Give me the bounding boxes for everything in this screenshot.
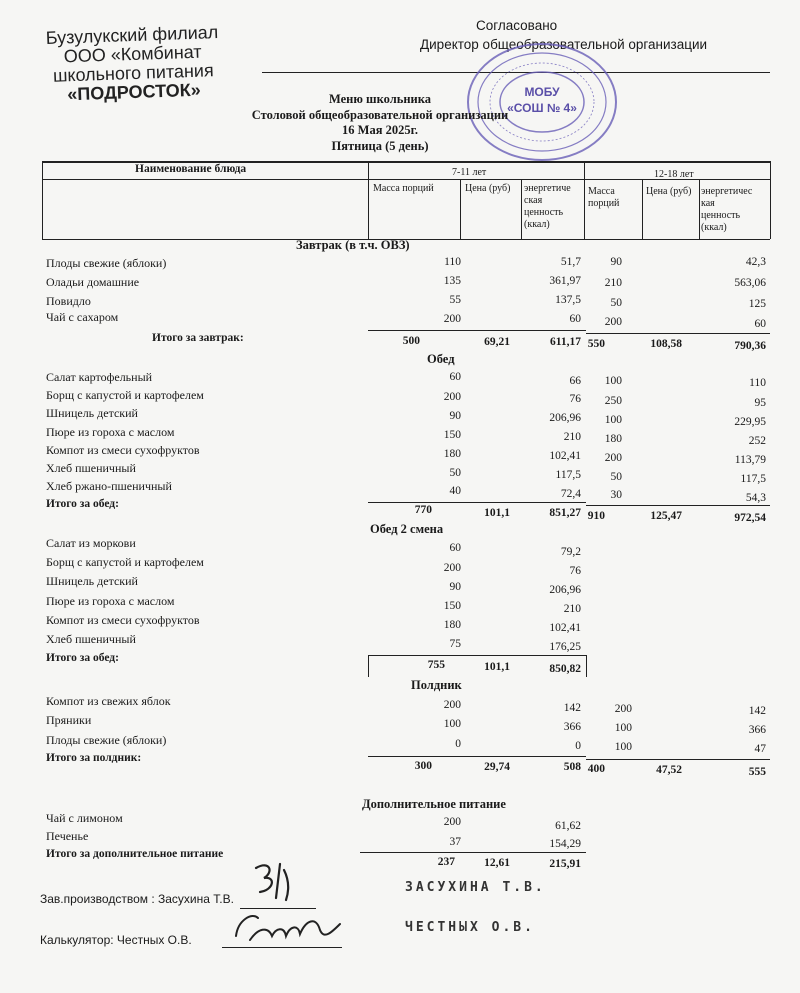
subtotal-line	[368, 330, 586, 331]
dish-name: Компот из свежих яблок	[46, 694, 171, 708]
mass-12-18: 200	[604, 316, 622, 328]
total-price-12-18: 108,58	[650, 338, 682, 350]
total-mass-7-11: 755	[427, 659, 445, 671]
header-col-divider-6	[699, 180, 700, 239]
total-label: Итого за обед:	[46, 652, 119, 664]
mass-12-18: 200	[614, 703, 632, 715]
energy-7-11: 79,2	[560, 546, 581, 558]
dish-name: Хлеб пшеничный	[46, 461, 136, 475]
energy-12-18: 95	[754, 397, 766, 409]
energy-7-11: 210	[563, 603, 581, 615]
dish-name: Компот из смеси сухофруктов	[46, 443, 200, 457]
energy-line: ценность	[524, 207, 564, 218]
energy-7-11: 60	[569, 313, 581, 325]
svg-text:«СОШ № 4»: «СОШ № 4»	[507, 101, 577, 115]
mass-7-11: 180	[443, 448, 461, 460]
title-date: 16 Мая 2025г.	[342, 123, 418, 137]
production-manager-label: Зав.производством : Засухина Т.В.	[40, 892, 234, 906]
total-mass-7-11: 770	[414, 504, 432, 516]
subtotal-line	[368, 756, 586, 757]
subtotal-line	[586, 505, 770, 506]
dish-name: Повидло	[46, 294, 91, 308]
subtotal-box-right	[586, 655, 587, 677]
energy-12-18: 42,3	[745, 256, 766, 268]
total-label: Итого за полдник:	[46, 752, 142, 764]
energy-12-18: 252	[748, 435, 766, 447]
column-group-7-11: 7-11 лет	[452, 167, 487, 178]
total-price-7-11: 29,74	[484, 761, 510, 773]
energy-7-11: 72,4	[560, 488, 581, 500]
mass-7-11: 40	[449, 485, 461, 497]
svg-text:МОБУ: МОБУ	[524, 85, 560, 99]
dish-name: Пюре из гороха с маслом	[46, 594, 175, 608]
mass-7-11: 150	[443, 600, 461, 612]
energy-7-11: 176,25	[549, 641, 581, 653]
handwritten-signature-calculator	[228, 906, 348, 950]
mass-12-18: 210	[604, 277, 622, 289]
subtotal-line	[586, 759, 770, 760]
dish-name: Чай с сахаром	[46, 310, 119, 324]
dish-name: Пюре из гороха с маслом	[46, 425, 175, 439]
subtotal-line	[360, 852, 586, 853]
dish-name: Пряники	[46, 713, 92, 727]
energy-7-11: 210	[563, 431, 581, 443]
mass-7-11: 200	[443, 699, 461, 711]
energy-12-18: 117,5	[740, 473, 766, 485]
subtotal-line	[368, 502, 586, 503]
header-col-divider-2	[460, 180, 461, 239]
energy-7-11: 206,96	[549, 412, 581, 424]
mass-7-11: 90	[449, 581, 461, 593]
section-title-lunch: Обед	[427, 352, 455, 366]
org-line-3: школьного питания	[52, 60, 214, 86]
energy-12-18: 47	[754, 743, 766, 755]
total-energy-7-11: 611,17	[550, 336, 581, 348]
total-price-7-11: 101,1	[484, 507, 510, 519]
energy-7-11: 154,29	[549, 838, 581, 850]
name-stamp-calculator: ЧЕСТНЫХ О.В.	[405, 920, 535, 935]
dish-name: Чай с лимоном	[46, 811, 123, 825]
section-title-extra: Дополнительное питание	[362, 797, 506, 811]
mass-12-18: 250	[604, 395, 622, 407]
energy-12-18: 563,06	[734, 277, 766, 289]
section-title-snack: Полдник	[411, 678, 462, 692]
dish-name: Салат картофельный	[46, 370, 153, 384]
header-col-divider-4	[584, 161, 585, 239]
calculator-label: Калькулятор: Честных О.В.	[40, 933, 192, 947]
column-group-12-18: 12-18 лет	[654, 169, 694, 180]
menu-title	[150, 92, 610, 154]
energy-7-11: 0	[575, 740, 581, 752]
mass-12-18: 30	[610, 489, 622, 501]
total-price-7-11: 12,61	[484, 857, 510, 869]
column-header-mass: Масса порций	[373, 183, 434, 194]
energy-line: энергетиче	[524, 183, 571, 194]
column-header-mass-2	[588, 186, 619, 210]
total-energy-7-11: 215,91	[549, 858, 581, 870]
mass-12-18: 200	[604, 452, 622, 464]
energy2-line: ценность	[701, 210, 741, 221]
mass-7-11: 180	[443, 619, 461, 631]
mass-7-11: 110	[444, 256, 461, 268]
mass-7-11: 55	[449, 294, 461, 306]
energy2-line: (ккал)	[701, 222, 727, 233]
dish-name: Шницель детский	[46, 406, 138, 420]
energy-7-11: 142	[563, 702, 581, 714]
total-mass-7-11: 300	[414, 760, 432, 772]
director-label: Директор общеобразовательной организации	[420, 37, 708, 52]
dish-name: Хлеб пшеничный	[46, 632, 136, 646]
mass-7-11: 135	[443, 275, 461, 287]
total-mass-12-18: 550	[587, 338, 605, 350]
mass-12-18: 50	[610, 297, 622, 309]
mass-12-18: 100	[614, 722, 632, 734]
mass-12-18: 100	[604, 414, 622, 426]
dish-name: Компот из смеси сухофруктов	[46, 613, 200, 627]
total-mass-7-11: 237	[437, 856, 455, 868]
energy-12-18: 366	[748, 724, 766, 736]
energy2-line: кая	[701, 198, 715, 209]
energy-7-11: 117,5	[555, 469, 581, 481]
section-title-lunch-2: Обед 2 смена	[370, 522, 444, 536]
energy-7-11: 51,7	[560, 256, 581, 268]
dish-name: Борщ с капустой и картофелем	[46, 555, 204, 569]
mass-12-18: 100	[604, 375, 622, 387]
energy-12-18: 125	[748, 298, 766, 310]
total-price-12-18: 125,47	[650, 510, 682, 522]
column-header-energy-2	[701, 186, 752, 234]
dish-name: Оладьи домашние	[46, 275, 140, 289]
dish-name: Плоды свежие (яблоки)	[46, 733, 167, 747]
org-line-4: «ПОДРОСТОК»	[66, 79, 201, 105]
mass-12-18: 50	[610, 471, 622, 483]
mass-12-18: 90	[610, 256, 622, 268]
org-line-1: Бузулукский филиал	[45, 22, 219, 49]
energy-7-11: 66	[569, 375, 581, 387]
total-label: Итого за завтрак:	[152, 332, 244, 344]
total-mass-12-18: 400	[587, 763, 605, 775]
title-weekday: Пятница (5 день)	[331, 138, 429, 153]
column-header-dish: Наименование блюда	[135, 163, 247, 175]
mass-7-11: 60	[449, 371, 461, 383]
dish-name: Борщ с капустой и картофелем	[46, 388, 204, 402]
energy-12-18: 60	[754, 318, 766, 330]
dish-name: Печенье	[46, 829, 89, 843]
dish-name: Салат из моркови	[46, 536, 136, 550]
energy-7-11: 76	[569, 393, 581, 405]
section-title-breakfast: Завтрак (в т.ч. ОВЗ)	[296, 238, 410, 252]
subtotal-line	[586, 333, 770, 334]
energy-7-11: 102,41	[549, 622, 581, 634]
mass-7-11: 200	[443, 313, 461, 325]
title-line-2: Столовой общеобразовательной организации	[251, 107, 509, 122]
header-left-border	[42, 161, 43, 239]
energy-7-11: 61,62	[555, 820, 581, 832]
total-label: Итого за обед:	[46, 498, 119, 510]
mass-12-18: 180	[604, 433, 622, 445]
total-price-12-18: 47,52	[656, 764, 682, 776]
mass-12-18: 100	[614, 741, 632, 753]
total-price-7-11: 101,1	[484, 661, 510, 673]
mass-7-11: 150	[443, 429, 461, 441]
total-label: Итого за дополнительное питание	[46, 848, 224, 860]
energy-7-11: 137,5	[555, 294, 581, 306]
energy-line: ская	[524, 195, 543, 206]
mass-7-11: 200	[443, 816, 461, 828]
energy-12-18: 113,79	[734, 454, 766, 466]
mass-7-11: 75	[449, 638, 461, 650]
agreed-label: Согласовано	[476, 18, 558, 33]
mass-7-11: 90	[449, 410, 461, 422]
mass-7-11: 100	[443, 718, 461, 730]
energy-7-11: 76	[569, 565, 581, 577]
total-price-7-11: 69,21	[484, 336, 510, 348]
header-col-divider-3	[521, 180, 522, 239]
dish-name: Хлеб ржано-пшеничный	[46, 479, 172, 493]
header-col-divider-1	[368, 161, 369, 239]
total-mass-7-11: 500	[402, 335, 420, 347]
dish-name: Шницель детский	[46, 574, 138, 588]
column-header-energy	[524, 183, 571, 231]
header-right-border	[770, 161, 771, 239]
energy-12-18: 110	[749, 377, 766, 389]
energy-7-11: 361,97	[549, 275, 581, 287]
total-energy-12-18: 555	[748, 766, 766, 778]
mass-7-11: 200	[443, 391, 461, 403]
org-line-2: ООО «Комбинат	[63, 41, 202, 67]
mass-7-11: 50	[449, 467, 461, 479]
column-header-price-2: Цена (руб)	[646, 186, 692, 197]
handwritten-signature-manager	[244, 858, 314, 910]
title-line-1: Меню школьника	[328, 92, 432, 106]
mass-7-11: 60	[449, 542, 461, 554]
total-energy-12-18: 790,36	[734, 340, 766, 352]
energy-12-18: 54,3	[745, 492, 766, 504]
mass-7-11: 37	[449, 836, 461, 848]
column-header-price: Цена (руб)	[465, 183, 511, 194]
mass-7-11: 0	[455, 738, 461, 750]
energy2-line: энергетичес	[701, 186, 753, 197]
total-mass-12-18: 910	[587, 510, 605, 522]
mass2-line: Масса	[588, 186, 615, 197]
total-energy-7-11: 508	[563, 761, 581, 773]
dish-name: Плоды свежие (яблоки)	[46, 256, 167, 270]
total-energy-7-11: 850,82	[549, 663, 581, 675]
energy-line: (ккал)	[524, 219, 550, 230]
subtotal-box-left	[368, 655, 369, 677]
energy-7-11: 366	[563, 721, 581, 733]
subtotal-line	[368, 655, 586, 656]
total-energy-7-11: 851,27	[549, 507, 581, 519]
total-energy-12-18: 972,54	[734, 512, 766, 524]
mass2-line: порций	[588, 198, 620, 209]
energy-7-11: 206,96	[549, 584, 581, 596]
name-stamp-manager: ЗАСУХИНА Т.В.	[405, 880, 546, 895]
energy-12-18: 142	[748, 705, 766, 717]
mass-7-11: 200	[443, 562, 461, 574]
energy-7-11: 102,41	[549, 450, 581, 462]
header-col-divider-5	[642, 180, 643, 239]
energy-12-18: 229,95	[734, 416, 766, 428]
